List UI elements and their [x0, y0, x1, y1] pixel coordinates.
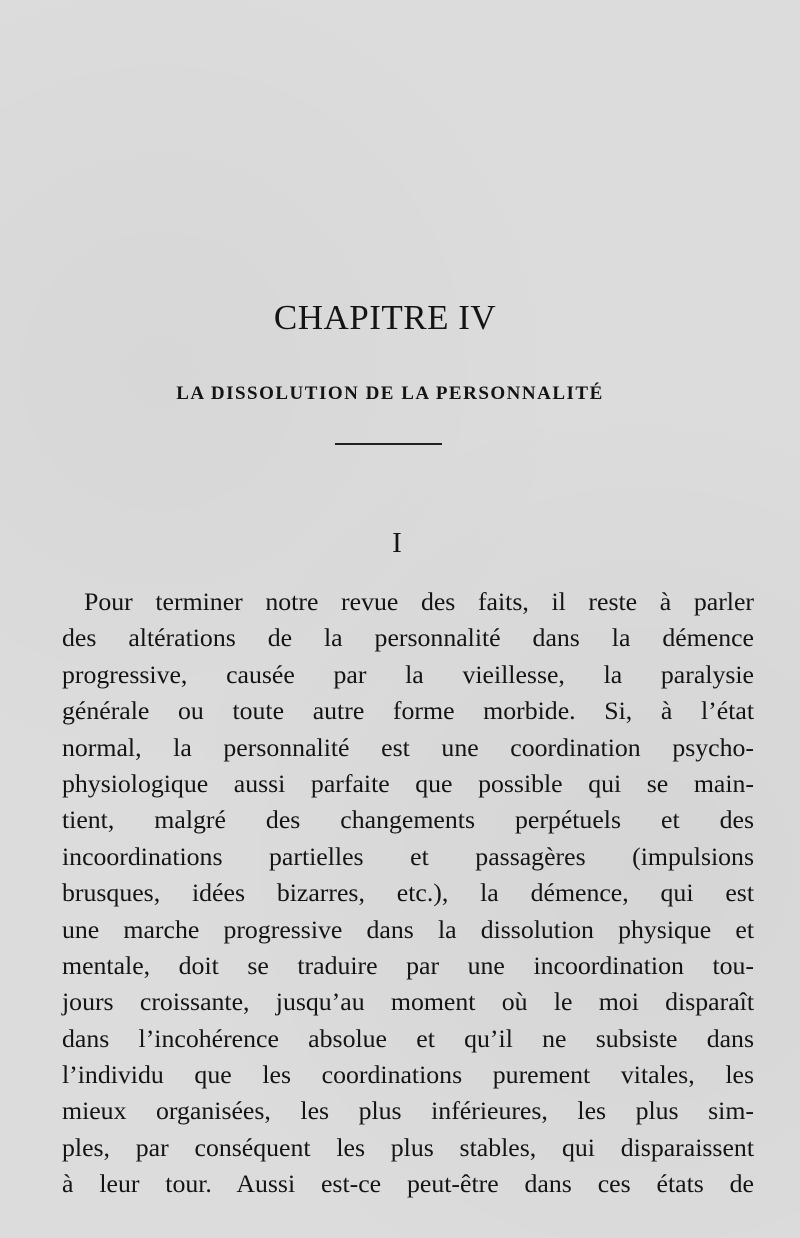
- text-line: mentale, doit se traduire par une incoordination tou-: [62, 950, 754, 980]
- text-line: Pour terminer notre revue des faits, il reste à parler: [84, 587, 754, 616]
- title-divider: [335, 443, 442, 445]
- text-line: incoordinations partielles et passagères (impulsions: [62, 841, 754, 871]
- chapter-subtitle: LA DISSOLUTION DE LA PERSONNALITÉ: [176, 383, 604, 404]
- chapter-title: CHAPITRE IV: [273, 298, 497, 337]
- text-line: progressive, causée par la vieillesse, la paralysie: [62, 659, 754, 689]
- text-line: une marche progressive dans la dissolution physique et: [62, 914, 754, 944]
- text-line: physiologique aussi parfaite que possible qui se main-: [62, 768, 754, 798]
- text-line: tient, malgré des changements perpétuels et des: [62, 805, 754, 835]
- text-line: générale ou toute autre forme morbide. Si, à l’état: [62, 696, 754, 726]
- text-line: brusques, idées bizarres, etc.), la démence, qui est: [62, 878, 754, 908]
- text-line: à leur tour. Aussi est-ce peut-être dans ces états de: [62, 1169, 754, 1199]
- text-line: normal, la personnalité est une coordination psycho-: [62, 732, 754, 762]
- text-line: ples, par conséquent les plus stables, qui disparaissent: [62, 1132, 754, 1162]
- text-line: mieux organisées, les plus inférieures, les plus sim-: [62, 1096, 754, 1126]
- text-line: jours croissante, jusqu’au moment où le moi disparaît: [62, 987, 754, 1017]
- text-line: l’individu que les coordinations purement vitales, les: [62, 1060, 754, 1090]
- section-number: I: [392, 527, 402, 559]
- text-line: des altérations de la personnalité dans la démence: [62, 623, 754, 653]
- body-paragraph: [62, 584, 754, 1203]
- text-line: dans l’incohérence absolue et qu’il ne subsiste dans: [62, 1023, 754, 1053]
